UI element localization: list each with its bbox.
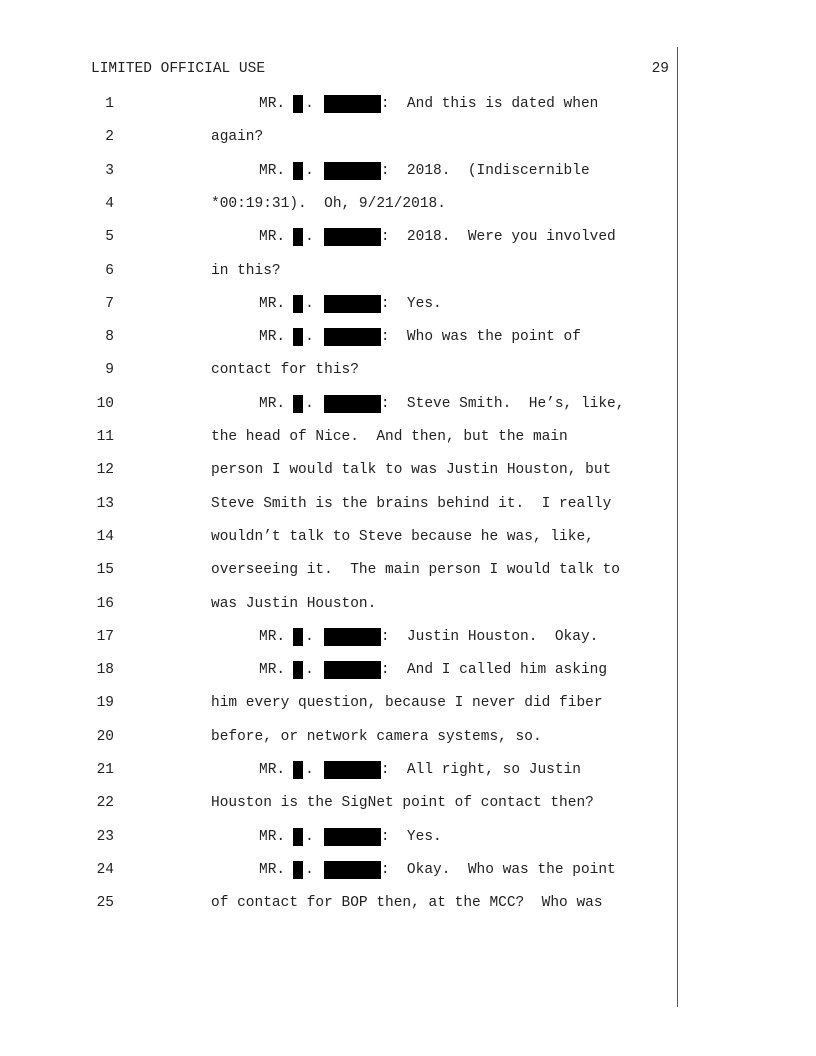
continuation-text: person I would talk to was Justin Houston, but xyxy=(211,462,612,479)
line-number: 7 xyxy=(105,295,114,312)
line-number: 19 xyxy=(96,695,114,712)
speech-text: : Steve Smith. He’s, like, xyxy=(380,395,625,412)
transcript-line xyxy=(0,294,680,314)
transcript-line xyxy=(0,261,680,281)
speaker-title: MR. xyxy=(259,628,286,645)
redaction-surname xyxy=(324,861,381,879)
redaction-initial xyxy=(293,395,303,413)
continuation-text: Steve Smith is the brains behind it. I really xyxy=(211,495,612,512)
line-number: 20 xyxy=(96,728,114,745)
line-number: 9 xyxy=(105,362,114,379)
continuation-text: overseeing it. The main person I would talk to xyxy=(211,562,620,579)
redaction-surname xyxy=(324,661,381,679)
initial-period: . xyxy=(305,96,314,112)
speaker-title: MR. xyxy=(259,861,286,878)
continuation-text: *00:19:31). Oh, 9/21/2018. xyxy=(211,195,446,212)
page-number: 29 xyxy=(651,61,669,77)
transcript-line xyxy=(0,760,680,780)
line-number: 17 xyxy=(96,628,114,645)
speech-text: : And this is dated when xyxy=(380,96,599,112)
speaker-line xyxy=(259,161,590,181)
initial-period: . xyxy=(305,828,314,845)
line-number: 15 xyxy=(96,562,114,579)
line-number: 3 xyxy=(105,162,114,179)
continuation-text: Houston is the SigNet point of contact then? xyxy=(211,795,594,812)
redaction-surname xyxy=(324,328,381,346)
speech-text: : And I called him asking xyxy=(380,662,608,679)
initial-period: . xyxy=(305,295,314,312)
speech-text: : 2018. Were you involved xyxy=(380,229,616,246)
speech-text: : Yes. xyxy=(380,295,442,312)
redaction-surname xyxy=(324,761,381,779)
redaction-surname xyxy=(324,228,381,246)
line-number: 25 xyxy=(96,895,114,912)
transcript-line xyxy=(0,460,680,480)
speaker-line xyxy=(259,627,598,647)
redaction-surname xyxy=(324,95,381,113)
speech-text: : 2018. (Indiscernible xyxy=(380,162,590,179)
page-header xyxy=(91,61,669,77)
redaction-surname xyxy=(324,628,381,646)
redaction-initial xyxy=(293,228,303,246)
speaker-line xyxy=(259,294,442,314)
speech-text: : Who was the point of xyxy=(380,329,581,346)
redaction-initial xyxy=(293,628,303,646)
continuation-text: before, or network camera systems, so. xyxy=(211,728,542,745)
line-number: 4 xyxy=(105,195,114,212)
speaker-line xyxy=(259,660,607,680)
speaker-line xyxy=(259,94,598,114)
transcript-line xyxy=(0,327,680,347)
redaction-initial xyxy=(293,95,303,113)
transcript-line xyxy=(0,660,680,680)
speaker-title: MR. xyxy=(259,295,286,312)
redaction-initial xyxy=(293,661,303,679)
line-number: 21 xyxy=(96,762,114,778)
speaker-title: MR. xyxy=(259,828,286,845)
transcript-line xyxy=(0,793,680,813)
redaction-initial xyxy=(293,861,303,879)
line-number: 12 xyxy=(96,462,114,479)
initial-period: . xyxy=(305,662,314,679)
line-number: 14 xyxy=(96,528,114,545)
line-number: 10 xyxy=(96,395,114,412)
redaction-initial xyxy=(293,328,303,346)
line-number: 6 xyxy=(105,262,114,279)
initial-period: . xyxy=(305,628,314,645)
speaker-title: MR. xyxy=(259,395,286,412)
initial-period: . xyxy=(305,229,314,246)
line-number: 22 xyxy=(96,795,114,812)
line-number: 24 xyxy=(96,861,114,878)
speech-text: : All right, so Justin xyxy=(380,762,581,778)
speaker-title: MR. xyxy=(259,162,286,179)
continuation-text: the head of Nice. And then, but the main xyxy=(211,429,568,445)
speaker-line xyxy=(259,760,581,780)
initial-period: . xyxy=(305,395,314,412)
continuation-text: was Justin Houston. xyxy=(211,595,377,612)
speaker-line xyxy=(259,860,616,880)
line-number: 13 xyxy=(96,495,114,512)
classification-label: LIMITED OFFICIAL USE xyxy=(91,61,266,77)
redaction-surname xyxy=(324,162,381,180)
speaker-title: MR. xyxy=(259,762,286,778)
transcript-line xyxy=(0,727,680,747)
transcript-line xyxy=(0,127,680,147)
speaker-line xyxy=(259,827,442,847)
redaction-initial xyxy=(293,295,303,313)
continuation-text: again? xyxy=(211,129,264,146)
speech-text: : Yes. xyxy=(380,828,442,845)
speech-text: : Okay. Who was the point xyxy=(380,861,616,878)
transcript-line xyxy=(0,194,680,214)
transcript-line xyxy=(0,693,680,713)
continuation-text: wouldn’t talk to Steve because he was, like, xyxy=(211,528,594,545)
redaction-initial xyxy=(293,162,303,180)
line-number: 5 xyxy=(105,229,114,246)
transcript-line xyxy=(0,94,680,114)
redaction-initial xyxy=(293,828,303,846)
transcript-line xyxy=(0,227,680,247)
line-number: 11 xyxy=(96,429,114,445)
transcript-line xyxy=(0,161,680,181)
line-number: 2 xyxy=(105,129,114,146)
redaction-surname xyxy=(324,828,381,846)
transcript-line xyxy=(0,560,680,580)
transcript-line xyxy=(0,627,680,647)
speaker-title: MR. xyxy=(259,662,286,679)
speaker-title: MR. xyxy=(259,96,286,112)
line-number: 23 xyxy=(96,828,114,845)
speech-text: : Justin Houston. Okay. xyxy=(380,628,599,645)
redaction-surname xyxy=(324,395,381,413)
continuation-text: of contact for BOP then, at the MCC? Who was xyxy=(211,895,603,912)
transcript-line xyxy=(0,594,680,614)
speaker-title: MR. xyxy=(259,329,286,346)
transcript-line xyxy=(0,827,680,847)
initial-period: . xyxy=(305,762,314,778)
redaction-initial xyxy=(293,761,303,779)
line-number: 1 xyxy=(105,96,114,112)
speaker-line xyxy=(259,327,581,347)
transcript-line xyxy=(0,860,680,880)
line-number: 16 xyxy=(96,595,114,612)
transcript-line xyxy=(0,893,680,913)
transcript-line xyxy=(0,394,680,414)
continuation-text: him every question, because I never did fiber xyxy=(211,695,603,712)
transcript-line xyxy=(0,360,680,380)
speaker-line xyxy=(259,227,616,247)
line-number: 8 xyxy=(105,329,114,346)
speaker-title: MR. xyxy=(259,229,286,246)
continuation-text: in this? xyxy=(211,262,281,279)
speaker-line xyxy=(259,394,624,414)
line-number: 18 xyxy=(96,662,114,679)
transcript-line xyxy=(0,494,680,514)
initial-period: . xyxy=(305,861,314,878)
redaction-surname xyxy=(324,295,381,313)
initial-period: . xyxy=(305,329,314,346)
initial-period: . xyxy=(305,162,314,179)
transcript-line xyxy=(0,427,680,447)
transcript-line xyxy=(0,527,680,547)
continuation-text: contact for this? xyxy=(211,362,359,379)
